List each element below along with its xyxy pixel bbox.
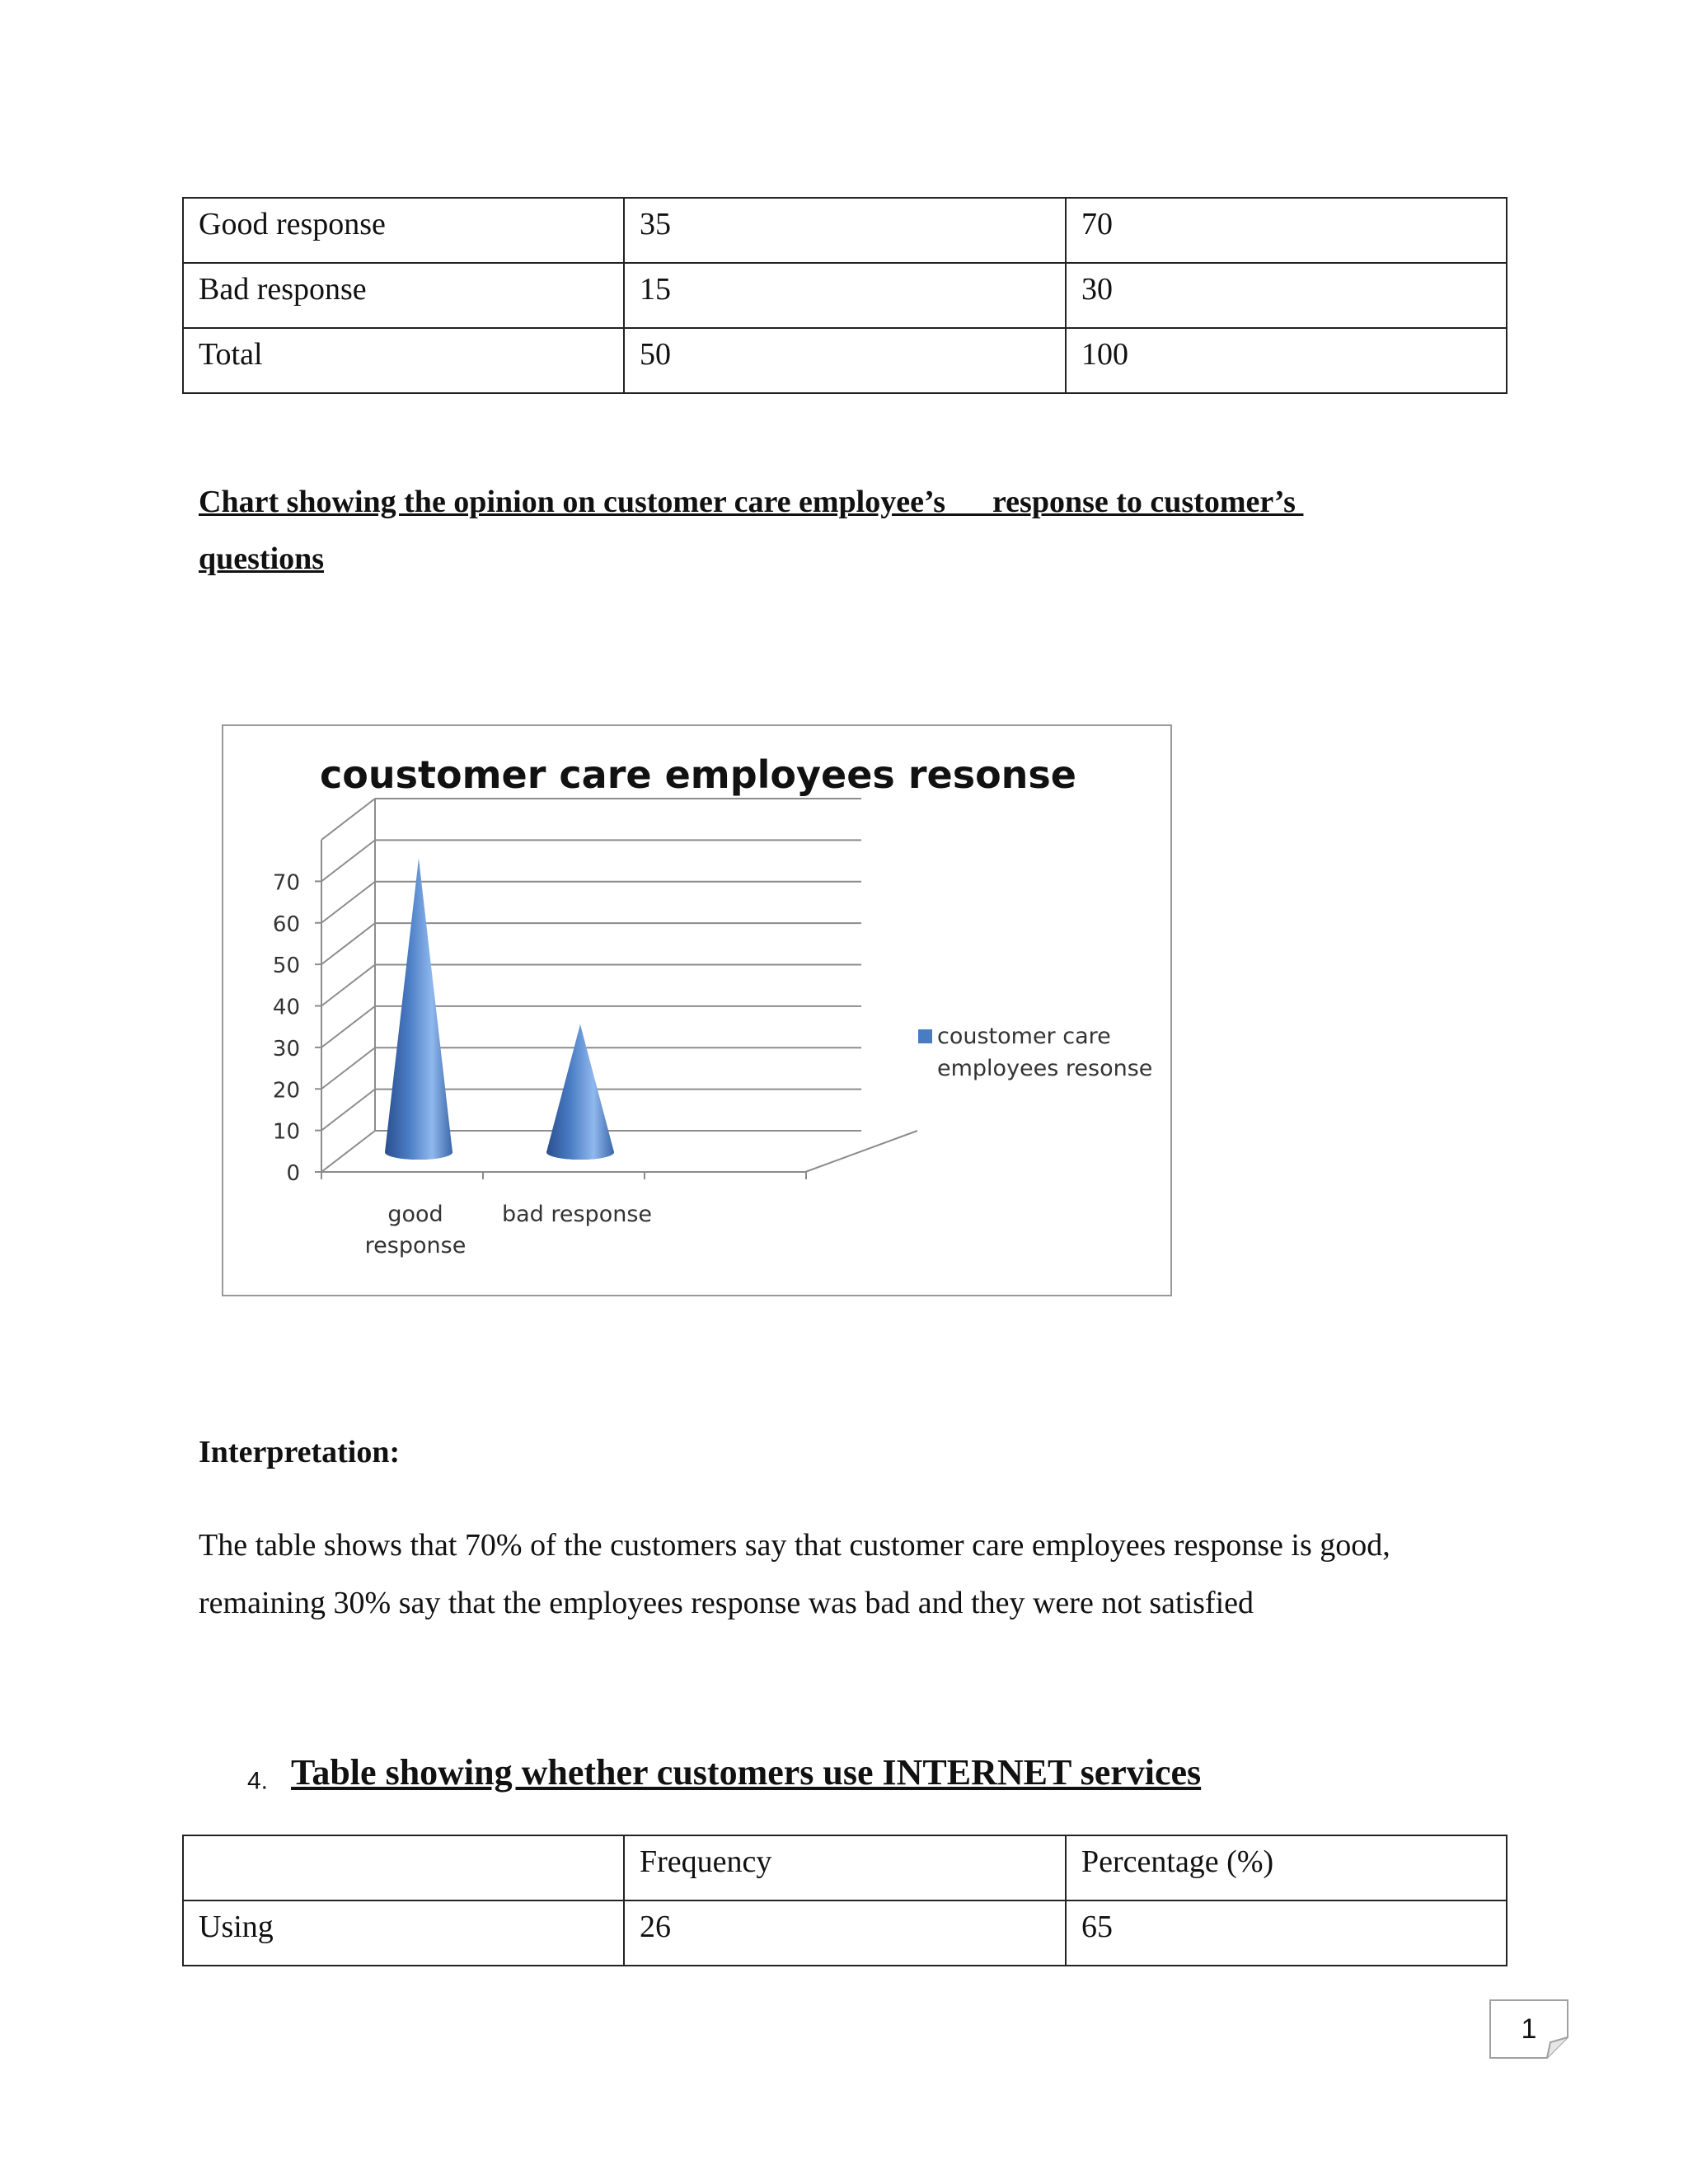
y-tick-label: 0 xyxy=(286,1161,300,1186)
chart-heading-line1: Chart showing the opinion on customer care employee’s response to customer’s xyxy=(199,485,1304,519)
table-row xyxy=(183,328,1507,393)
table-header-cell: Frequency xyxy=(624,1835,1066,1900)
side-wall-line xyxy=(321,799,375,840)
cone-body xyxy=(385,858,452,1160)
y-tick-label: 30 xyxy=(272,1036,300,1062)
y-tick-label: 70 xyxy=(272,870,300,896)
legend-label: employees resonse xyxy=(937,1056,1153,1081)
side-wall-line xyxy=(321,840,375,881)
table-row xyxy=(183,198,1507,263)
x-tick-label: bad response xyxy=(501,1202,653,1227)
x-tick-label: response xyxy=(364,1233,467,1258)
section-number: 4. xyxy=(247,1767,269,1795)
chart-title: coustomer care employees resonse xyxy=(319,752,1077,797)
y-axis-ticks xyxy=(273,870,300,1186)
table-cell: 30 xyxy=(1066,263,1507,328)
x-axis-labels xyxy=(365,1202,652,1258)
y-tick-label: 20 xyxy=(272,1078,300,1104)
floor-edge xyxy=(805,1131,917,1172)
table-cell: 35 xyxy=(624,198,1066,263)
side-wall-line xyxy=(321,923,375,964)
table-header-row xyxy=(183,1835,1507,1900)
table-cell: Good response xyxy=(183,198,624,263)
chart-marks xyxy=(385,858,614,1160)
chart-heading-line2: questions xyxy=(199,541,325,576)
side-wall-line xyxy=(321,1006,375,1047)
side-wall-line xyxy=(321,1047,375,1089)
table-cell: Using xyxy=(183,1900,624,1966)
table-cell: 26 xyxy=(624,1900,1066,1966)
cone-bar xyxy=(546,1024,614,1160)
legend-swatch xyxy=(918,1029,932,1043)
cone-chart xyxy=(222,724,1172,1296)
y-tick-label: 60 xyxy=(272,912,300,937)
table-cell: 50 xyxy=(624,328,1066,393)
chart-legend xyxy=(918,1024,1152,1081)
table-cell: 15 xyxy=(624,263,1066,328)
y-tick-label: 40 xyxy=(272,995,300,1020)
interpretation-heading: Interpretation: xyxy=(199,1435,401,1469)
y-tick-label: 50 xyxy=(272,954,300,979)
chart-canvas xyxy=(223,726,1174,1298)
side-wall-line xyxy=(321,1131,375,1172)
table-cell: 70 xyxy=(1066,198,1507,263)
table-cell: Bad response xyxy=(183,263,624,328)
x-tick-label: good xyxy=(387,1202,443,1227)
response-table xyxy=(182,197,1507,394)
table-header-cell xyxy=(183,1835,624,1900)
page-number: 1 xyxy=(1521,2013,1537,2045)
side-wall-line xyxy=(321,965,375,1006)
legend-label: coustomer care xyxy=(937,1024,1111,1049)
table-cell: 65 xyxy=(1066,1900,1507,1966)
section-4-heading xyxy=(247,1751,1201,1795)
table-header-cell: Percentage (%) xyxy=(1066,1835,1507,1900)
cone-body xyxy=(546,1024,614,1160)
interpretation-text xyxy=(199,1516,1390,1632)
page-number-badge xyxy=(1489,1999,1568,2059)
interpretation-line: remaining 30% say that the employees response was bad and they were not satisfied xyxy=(199,1586,1254,1620)
internet-usage-table xyxy=(182,1835,1507,1966)
section-title: Table showing whether customers use INTERNET services xyxy=(291,1752,1202,1793)
side-wall-line xyxy=(321,882,375,923)
y-tick-label: 10 xyxy=(272,1119,300,1145)
interpretation-line: The table shows that 70% of the customers say that customer care employees response is good, xyxy=(199,1528,1390,1563)
table-row xyxy=(183,263,1507,328)
table-cell: Total xyxy=(183,328,624,393)
table-cell: 100 xyxy=(1066,328,1507,393)
side-wall-line xyxy=(321,1090,375,1131)
cone-bar xyxy=(385,858,452,1160)
table-row xyxy=(183,1900,1507,1966)
